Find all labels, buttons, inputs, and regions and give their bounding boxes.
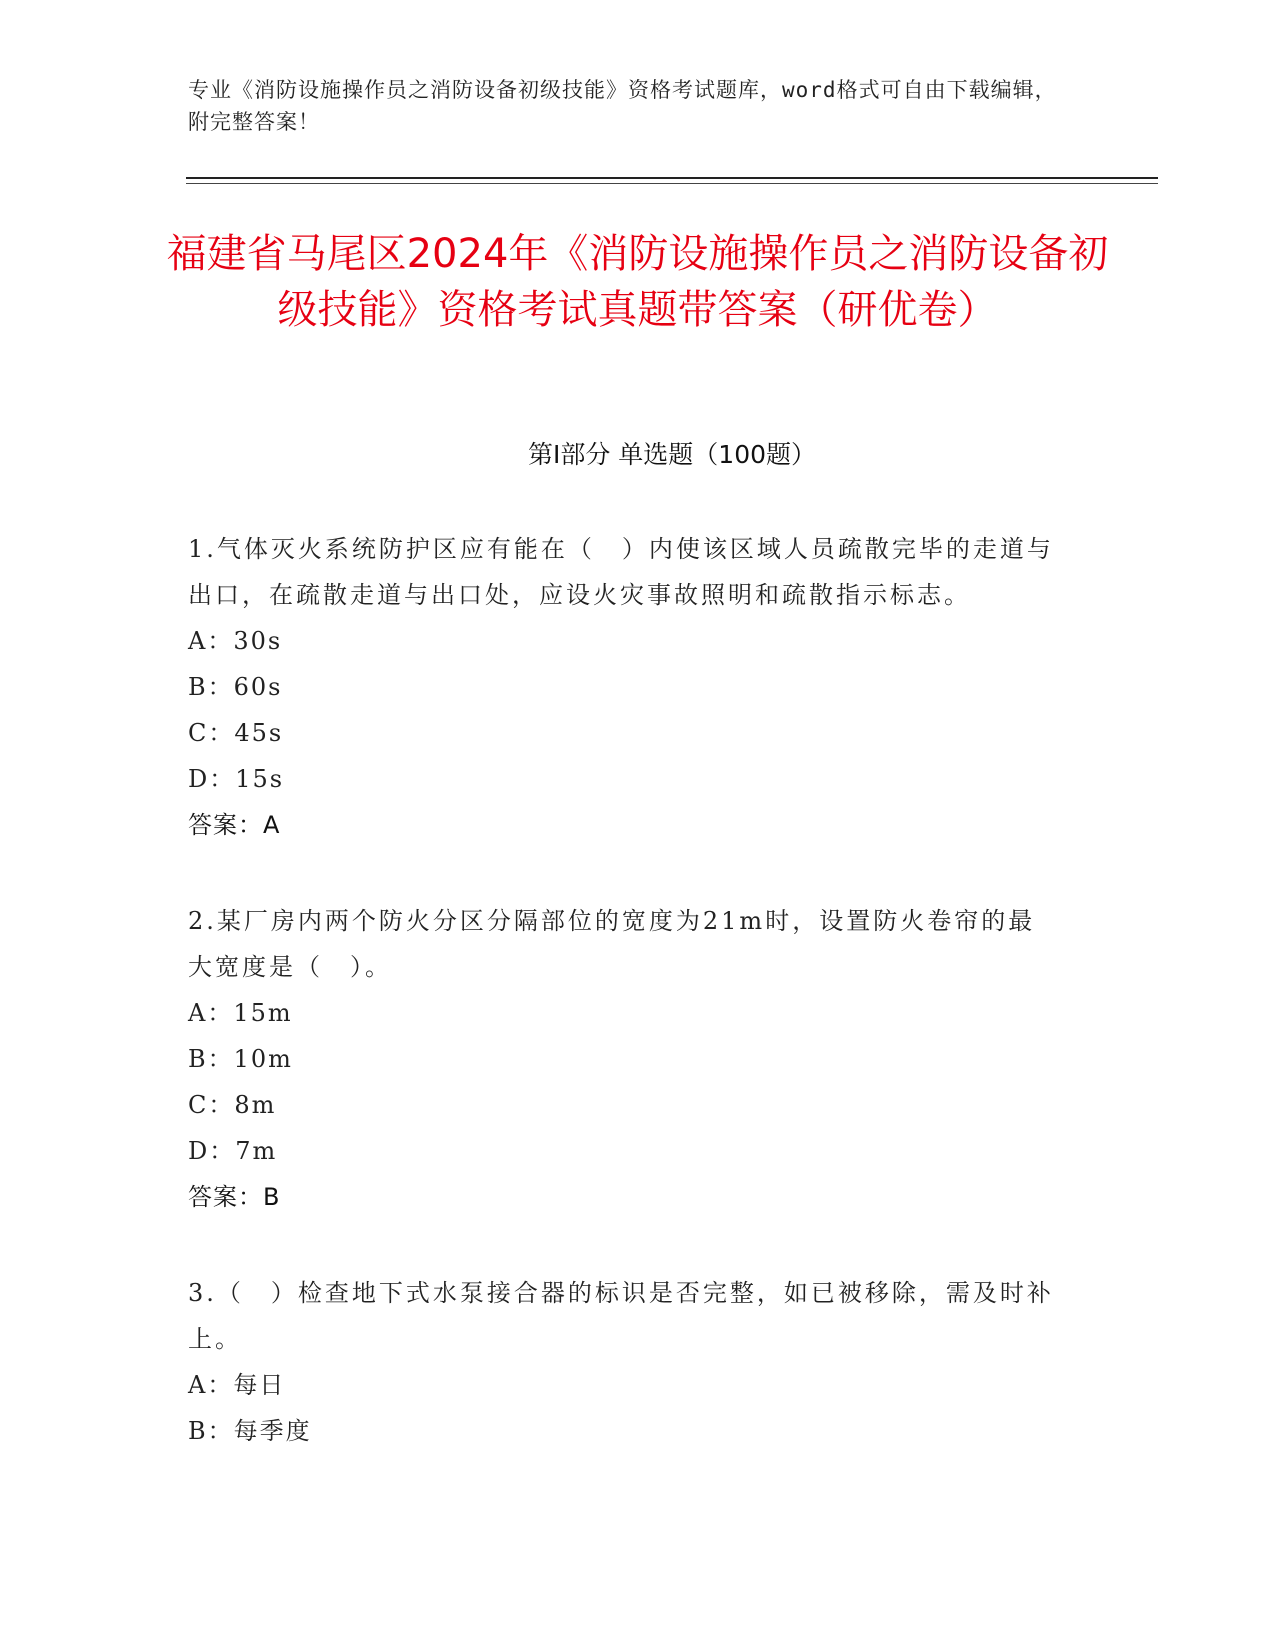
option-b: B：每季度 [188,1417,312,1445]
option-d: D：15s [188,765,285,793]
option-a: A：每日 [188,1371,286,1399]
header-note: 专业《消防设施操作员之消防设备初级技能》资格考试题库，word格式可自由下载编辑，附完整答案！ [188,78,1057,134]
question-1 [188,526,1058,848]
option-d: D：7m [188,1137,278,1165]
question-stem: 3.（ ）检查地下式水泵接合器的标识是否完整，如已被移除，需及时补上。 [188,1279,1054,1353]
header-divider-thick [186,177,1158,179]
option-a: A：15m [188,999,293,1027]
answer-label: 答案：A [188,811,281,839]
question-2 [188,898,1058,1220]
header-divider-thin [186,183,1158,184]
option-c: C：8m [188,1091,277,1119]
document-title: 福建省马尾区2024年《消防设施操作员之消防设备初级技能》资格考试真题带答案（研优卷） [166,231,1109,333]
option-c: C：45s [188,719,284,747]
option-b: B：60s [188,673,283,701]
question-3 [188,1270,1058,1454]
option-b: B：10m [188,1045,293,1073]
question-stem: 2.某厂房内两个防火分区分隔部位的宽度为21m时，设置防火卷帘的最大宽度是（ ）。 [188,907,1036,981]
answer-label: 答案：B [188,1183,281,1211]
question-stem: 1.气体灭火系统防护区应有能在（ ）内使该区域人员疏散完毕的走道与出口，在疏散走道与出口处，应设火灾事故照明和疏散指示标志。 [188,535,1054,609]
section-title: 第Ⅰ部分 单选题（100题） [527,440,817,469]
option-a: A：30s [188,627,283,655]
question-list [188,526,1058,1504]
